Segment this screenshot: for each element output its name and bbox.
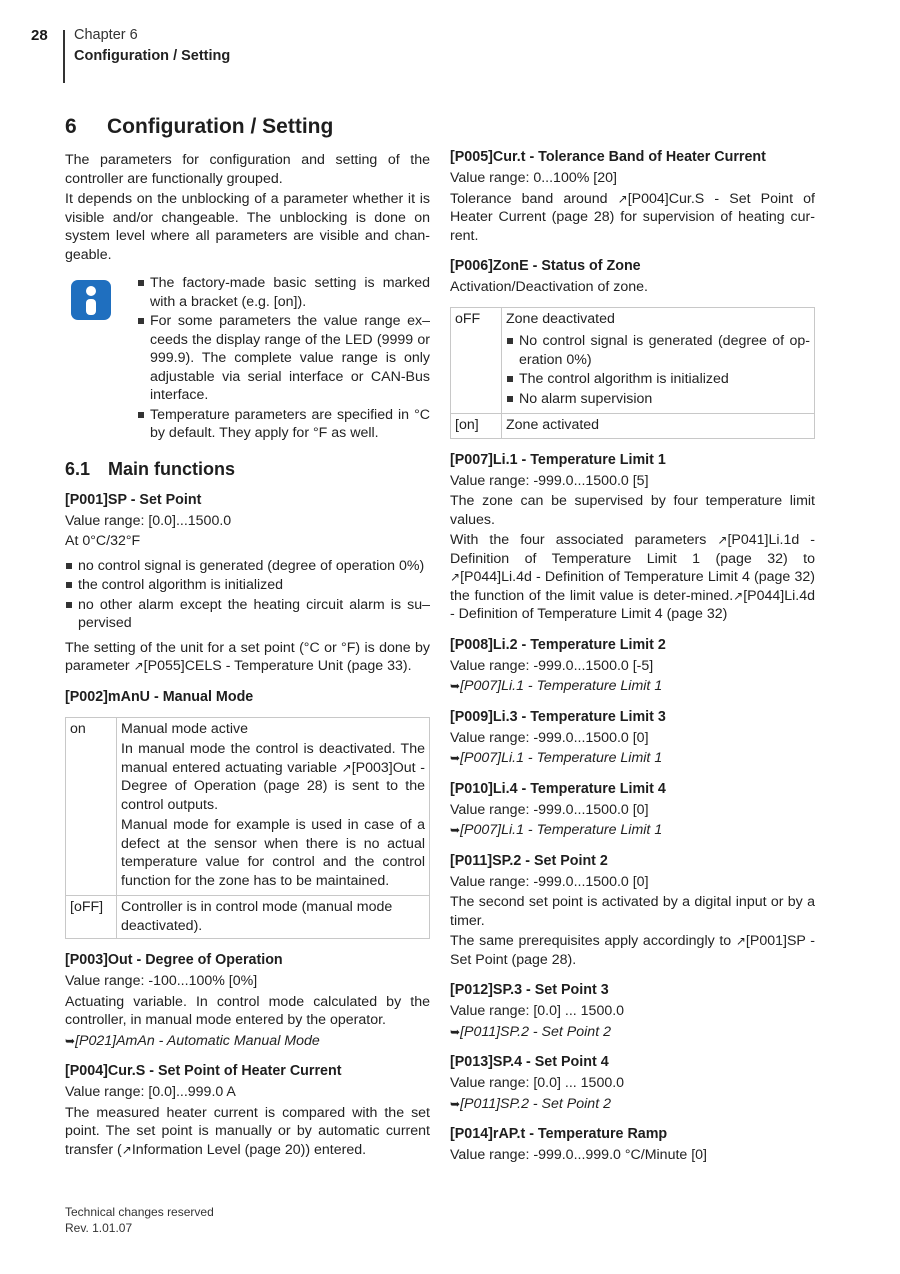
text: to xyxy=(787,550,816,567)
text: With the four associated parameters xyxy=(450,532,718,548)
cross-reference-link[interactable]: Information Level (page 20) xyxy=(131,1141,306,1158)
section-heading xyxy=(65,112,430,142)
param-range: Value range: -100...100% [0%] xyxy=(65,973,258,989)
table-value-title: Manual mode active xyxy=(121,720,248,737)
left-column xyxy=(65,112,430,1161)
text: In manual mode the control is deactivated. The manual entered actuating variable xyxy=(121,741,425,776)
param-range: Value range: [0.0] ... 1500.0 xyxy=(450,1075,625,1091)
bullet-item: no control signal is generated (degree of operation 0%) xyxy=(65,557,430,576)
see-arrow-icon: ➥ xyxy=(65,1033,76,1048)
param-title-p001: [P001]SP - Set Point xyxy=(65,491,202,508)
param-text: The zone can be supervised by four temperature limit values. xyxy=(450,493,815,528)
table-row xyxy=(66,896,430,939)
param-title-p005: [P005]Cur.t - Tolerance Band of Heater Current xyxy=(450,149,766,165)
table-value: Controller is in control mode (manual mode deactivated). xyxy=(117,896,430,939)
param-title-p006: [P006]ZonE - Status of Zone xyxy=(450,258,641,274)
link-arrow-icon: ↗ xyxy=(717,533,728,547)
table-key: [on] xyxy=(451,414,502,439)
link-arrow-icon: ↗ xyxy=(735,934,746,948)
table-row xyxy=(451,414,815,439)
param-range: Value range: -999.0...1500.0 [-5] xyxy=(450,657,654,674)
param-text: The second set point is activated by a digital input or by a timer. xyxy=(450,894,815,929)
param-range: Value range: [0.0]...999.0 A xyxy=(65,1084,236,1100)
param-range: Value range: [0.0]...1500.0 xyxy=(65,512,232,529)
footer-revision: Rev. 1.01.07 xyxy=(65,1221,133,1235)
see-arrow-icon: ➥ xyxy=(450,1096,461,1111)
info-note-item: Temperature parameters are specified in °C by default. They apply for °F as well. xyxy=(137,406,430,443)
param-range: Value range: -999.0...1500.0 [5] xyxy=(450,472,649,489)
info-note-list xyxy=(137,274,430,443)
table-value-text xyxy=(121,740,425,814)
param-range: Value range: -999.0...1500.0 [0] xyxy=(450,873,649,890)
zone-status-table xyxy=(450,307,815,439)
param-title-p010: [P010]Li.4 - Temperature Limit 4 xyxy=(450,780,666,797)
table-value-text: Manual mode for example is used in case of a defect at the sensor when there is no actual temperature value for control and the control function for the zone has to be maintained. xyxy=(121,817,425,889)
see-also xyxy=(450,1023,815,1042)
param-title-p009: [P009]Li.3 - Temperature Limit 3 xyxy=(450,708,666,725)
intro-paragraph: The parameters for configuration and setting of the controller are functionally grouped. xyxy=(65,152,430,187)
text: the function of the limit value is deter-mined. xyxy=(450,587,734,604)
table-value-title: Zone deactivated xyxy=(506,310,615,327)
param-text xyxy=(65,639,430,676)
param-title-p004: [P004]Cur.S - Set Point of Heater Current xyxy=(65,1063,342,1079)
see-arrow-icon: ➥ xyxy=(450,1024,461,1039)
see-also-link[interactable]: [P007]Li.1 - Temperature Limit 1 xyxy=(460,750,663,766)
info-note xyxy=(65,274,430,443)
param-range: Value range: -999.0...1500.0 [0] xyxy=(450,729,649,746)
param-bullets xyxy=(65,557,430,633)
chapter-title: Configuration / Setting xyxy=(74,48,231,64)
info-note-item: For some parameters the value range ex–ceeds the display range of the LED (9999 or 999.9). The complete value range is only adjustable via serial interface or CAN-Bus interface. xyxy=(137,312,430,405)
see-also xyxy=(450,821,815,840)
text: for supervision of heating cur-rent. xyxy=(450,209,815,244)
see-also xyxy=(450,677,815,696)
link-arrow-icon: ↗ xyxy=(133,659,144,673)
bullet-item: no other alarm except the heating circuit alarm is su–pervised xyxy=(65,596,430,633)
page-footer xyxy=(65,1204,214,1236)
page-number: 28 xyxy=(31,27,48,44)
link-arrow-icon: ↗ xyxy=(121,1142,132,1157)
see-also-link[interactable]: [P011]SP.2 - Set Point 2 xyxy=(460,1095,611,1112)
footer-notice: Technical changes reserved xyxy=(65,1205,214,1219)
right-column xyxy=(450,148,815,1167)
section-title: Configuration / Setting xyxy=(107,115,334,138)
intro-paragraph: It depends on the unblocking of a parameter whether it is visible and/or changeable. The unblocking is done on system level where all parameters are visible and chan-geable. xyxy=(65,191,430,263)
param-range: Value range: 0...100% [20] xyxy=(450,170,617,186)
param-title-p008: [P008]Li.2 - Temperature Limit 2 xyxy=(450,636,666,653)
text: . xyxy=(572,951,577,968)
page-header xyxy=(0,0,900,90)
param-title-p011: [P011]SP.2 - Set Point 2 xyxy=(450,852,608,869)
table-key: on xyxy=(66,717,117,896)
info-icon xyxy=(71,280,111,320)
subsection-number: 6.1 xyxy=(65,458,91,479)
bullet-item: No alarm supervision xyxy=(506,390,810,409)
param-text xyxy=(450,531,815,624)
see-also-link[interactable]: [P011]SP.2 - Set Point 2 xyxy=(460,1023,611,1040)
param-range: Value range: -999.0...1500.0 [0] xyxy=(450,801,649,818)
param-text xyxy=(450,190,815,246)
param-title-p013: [P013]SP.4 - Set Point 4 xyxy=(450,1054,609,1070)
table-row xyxy=(451,307,815,414)
cross-reference-link[interactable]: [P044]Li.4d - Definition of Temperature Limit 4 (page 32) xyxy=(460,569,815,585)
link-arrow-icon: ↗ xyxy=(617,191,628,206)
bullet-item: No control signal is generated (degree of op-eration 0%) xyxy=(506,332,810,369)
param-range: Value range: [0.0] ... 1500.0 xyxy=(450,1003,625,1019)
param-title-p012: [P012]SP.3 - Set Point 3 xyxy=(450,982,609,998)
param-text xyxy=(450,932,815,969)
see-arrow-icon: ➥ xyxy=(450,823,461,837)
see-also-link[interactable]: [P021]AmAn - Automatic Manual Mode xyxy=(75,1032,320,1049)
param-text: Activation/Deactivation of zone. xyxy=(450,279,648,295)
manual-mode-table xyxy=(65,717,430,940)
param-text xyxy=(65,1104,430,1160)
info-note-item: The factory-made basic setting is marked with a bracket (e.g. [on]). xyxy=(137,274,430,311)
link-arrow-icon: ↗ xyxy=(450,570,461,584)
param-title-p003: [P003]Out - Degree of Operation xyxy=(65,952,283,968)
link-arrow-icon: ↗ xyxy=(341,760,352,775)
see-also xyxy=(65,1032,430,1051)
table-key: oFF xyxy=(451,307,502,414)
text: . xyxy=(407,658,412,674)
table-row xyxy=(66,717,430,896)
text: is sent to the control outputs. xyxy=(121,778,425,813)
section-number: 6 xyxy=(65,115,77,138)
table-key: [oFF] xyxy=(66,896,117,939)
link-arrow-icon: ↗ xyxy=(733,588,744,603)
text: The same prerequisites apply accordingly to xyxy=(450,933,736,949)
cross-reference-link[interactable]: [P003]Out - Degree of Operation (page 28) xyxy=(121,759,425,794)
cross-reference-link[interactable]: [P001]SP - Set Point (page 28) xyxy=(450,933,815,968)
bullet-item: The control algorithm is initialized xyxy=(506,370,810,389)
param-text: Actuating variable. In control mode calculated by the controller, in manual mode entered by the operator. xyxy=(65,993,430,1028)
table-value: Zone activated xyxy=(502,414,815,439)
param-title-p014: [P014]rAP.t - Temperature Ramp xyxy=(450,1126,668,1142)
text: The measured heater current is compared with the set point. The set point is manually or by automatic current transfer ( xyxy=(65,1104,430,1158)
table-bullets xyxy=(506,332,810,408)
bullet-item: the control algorithm is initialized xyxy=(65,576,430,595)
table-value xyxy=(117,717,430,896)
param-range: Value range: -999.0...999.0 °C/Minute [0] xyxy=(450,1147,708,1163)
text: Tolerance band around xyxy=(450,190,618,207)
see-also xyxy=(450,749,815,768)
see-arrow-icon: ➥ xyxy=(450,751,461,765)
cross-reference-link[interactable]: [P055]CELS - Temperature Unit (page 33) xyxy=(143,658,408,674)
see-also-link[interactable]: [P007]Li.1 - Temperature Limit 1 xyxy=(460,822,663,838)
text: The setting of the unit for a set point (°C or °F) is done by parameter xyxy=(65,639,430,674)
header-divider xyxy=(63,30,65,83)
chapter-label: Chapter 6 xyxy=(74,27,138,43)
cross-reference-link[interactable]: [P041]Li.1d - Definition of Temperature Limit 1 (page 32) xyxy=(450,532,815,567)
subsection-title: Main functions xyxy=(108,458,235,479)
see-also-link[interactable]: [P007]Li.1 - Temperature Limit 1 xyxy=(460,678,663,694)
cross-reference-link[interactable]: [P004]Cur.S - Set Point of Heater Current (page 28) xyxy=(450,190,815,225)
see-also xyxy=(450,1095,815,1114)
subsection-heading xyxy=(65,457,430,481)
param-title-p002: [P002]mAnU - Manual Mode xyxy=(65,688,254,705)
param-title-p007: [P007]Li.1 - Temperature Limit 1 xyxy=(450,451,666,468)
param-note: At 0°C/32°F xyxy=(65,533,141,549)
table-value xyxy=(502,307,815,414)
text: ) entered. xyxy=(305,1141,367,1158)
cross-reference-link[interactable]: [P044]Li.4d - Definition of Temperature Limit 4 (page 32) xyxy=(450,587,815,622)
see-arrow-icon: ➥ xyxy=(450,679,461,693)
